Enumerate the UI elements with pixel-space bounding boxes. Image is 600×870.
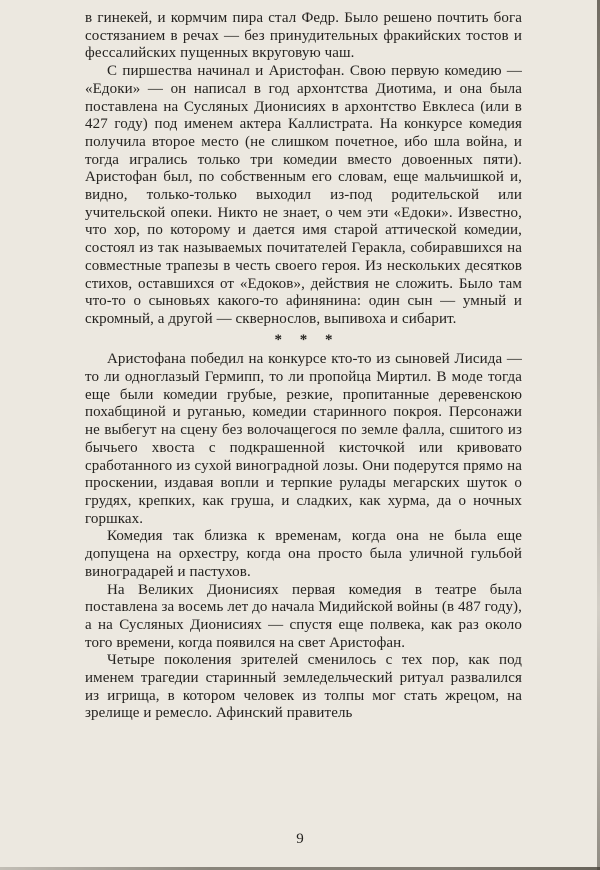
paragraph: Четыре поколения зрителей сменилось с тех пор, как под именем трагедии старинный земледельческий ритуал развалился из игрища, в котором человек из толпы мог стать жрецом, на зрелище и ремесло. Афинский правитель: [85, 652, 522, 722]
paragraph: Комедия так близка к временам, когда она не была еще допущена на орхестру, когда она просто была уличной гульбой виноградарей и пастухов.: [85, 528, 522, 580]
paragraph: в гинекей, и кормчим пира стал Федр. Было решено почтить бога состязанием в речах — без принудительных фракийских тостов и фессалийских пущенных вкруговую чаш.: [85, 10, 522, 62]
section-separator: * * *: [274, 331, 340, 348]
paragraph: На Великих Дионисиях первая комедия в театре была поставлена за восемь лет до начала Мидийской войны (в 487 году), а на Сусляных Дионисиях — спустя еще полвека, как раз около того времени, когда появился на свет Аристофан.: [85, 581, 522, 651]
page-number: 9: [296, 831, 304, 847]
paragraph: Аристофана победил на конкурсе кто-то из сыновей Лисида — то ли одноглазый Гермипп, то ли пропойца Миртил. В моде тогда еще были комедии грубые, резкие, пропитанные деревенскою похабщиной и руганью, комедии старинного покроя. Персонажи не выбегут на сцену без волочащегося по земле фалла, сшитого из бычьего хвоста с подкрашенной кисточкой или кривовато сработанного из сухой виноградной лозы. Они подерутся прямо на проскении, издавая вопли и терпкие рулады мегарских шуток о грудях, крепких, как груша, и сладких, как хурма, да о ночных горшках.: [85, 351, 522, 527]
paragraph: С пиршества начинал и Аристофан. Свою первую комедию — «Едоки» — он написал в год архонтства Диотима, и она была поставлена на Сусляных Дионисиях в архонтство Евклеса (или в 427 году) под именем актера Каллистрата. На конкурсе комедия получила второе место (не слишком почетное, ибо шла война, и тогда игрались только три комедии вместо довоенных пяти). Аристофан был, по собственным его словам, еще мальчишкой и, видно, только-только выходил из-под родительской или учительской опеки. Никто не знает, о чем эти «Едоки». Известно, что хор, по которому и дается имя старой аттической комедии, состоял из так называемых почитателей Геракла, собиравшихся на совместные трапезы в честь своего героя. Из нескольких десятков стихов, оставшихся от «Едоков», действия не сложить. Было там что-то о сыновьях какого-то афинянина: один сын — умный и скромный, а другой — сквернослов, выпивоха и сибарит.: [85, 63, 522, 327]
text-column: [85, 10, 522, 723]
